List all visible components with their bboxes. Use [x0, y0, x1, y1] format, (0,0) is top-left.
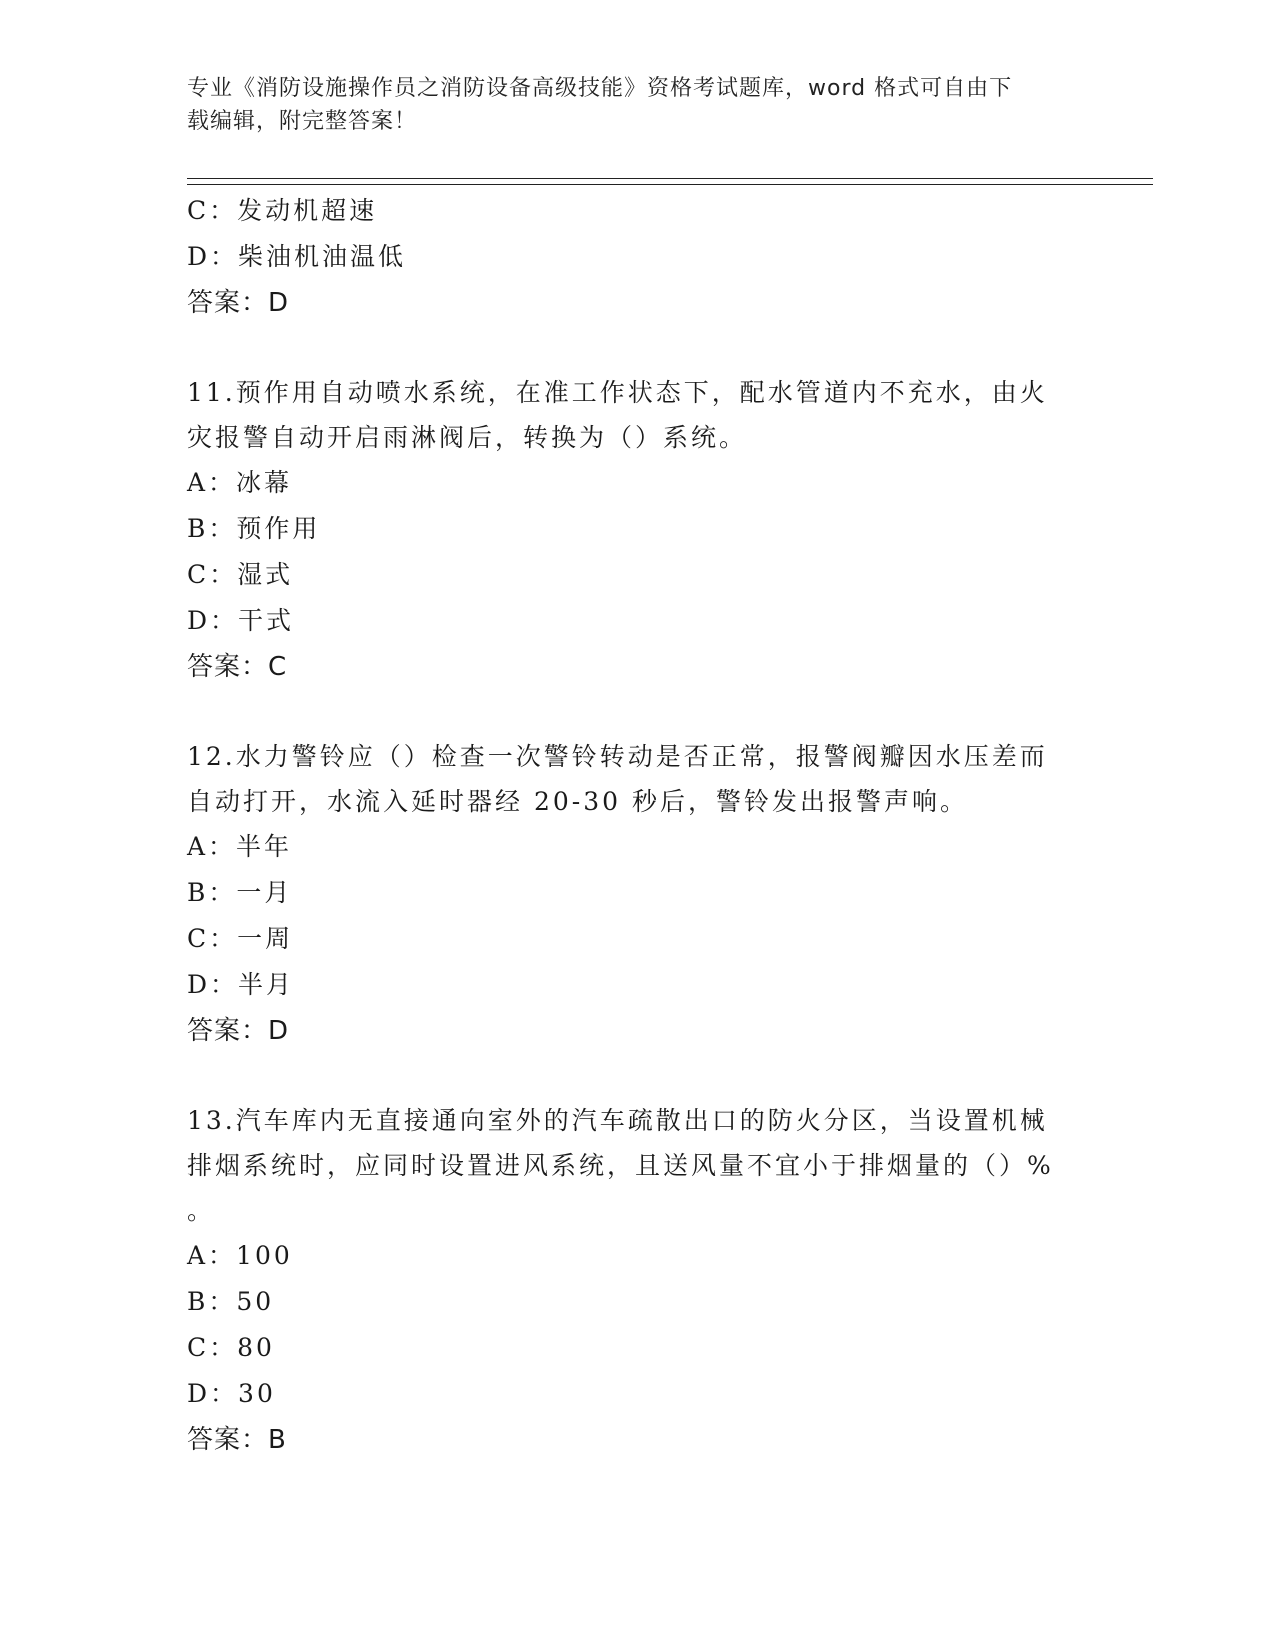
question-stem-line: 灾报警自动开启雨淋阀后，转换为（）系统。 — [187, 423, 748, 452]
question-stem-line: 排烟系统时，应同时设置进风系统，且送风量不宜小于排烟量的（）% — [187, 1151, 1054, 1180]
question-11 — [187, 370, 1147, 690]
option-c: C：发动机超速 — [187, 196, 378, 225]
question-stem-line: 13.汽车库内无直接通向室外的汽车疏散出口的防火分区，当设置机械 — [187, 1106, 1048, 1135]
question-stem-line: 自动打开，水流入延时器经 20-30 秒后，警铃发出报警声响。 — [187, 787, 968, 816]
option-a: A：100 — [187, 1241, 293, 1270]
spacer — [187, 326, 1147, 370]
option-a: A：冰幕 — [187, 468, 293, 497]
option-a: A：半年 — [187, 832, 293, 861]
header-line-2: 载编辑，附完整答案！ — [187, 109, 418, 134]
answer-label: 答案：C — [187, 652, 288, 682]
answer-label: 答案：D — [187, 288, 290, 318]
header-line-1: 专业《消防设施操作员之消防设备高级技能》资格考试题库，word 格式可自由下 — [187, 76, 1013, 101]
question-10 — [187, 188, 1147, 326]
option-b: B：一月 — [187, 878, 293, 907]
header-divider — [187, 178, 1153, 185]
document-header — [187, 72, 1067, 138]
question-stem-line: 11.预作用自动喷水系统，在准工作状态下，配水管道内不充水，由火 — [187, 378, 1048, 407]
question-13 — [187, 1098, 1147, 1463]
question-list — [187, 188, 1147, 1463]
option-d: D：半月 — [187, 970, 295, 999]
option-b: B：预作用 — [187, 514, 321, 543]
answer-label: 答案：B — [187, 1425, 287, 1455]
option-c: C：80 — [187, 1333, 275, 1362]
option-d: D：30 — [187, 1379, 276, 1408]
option-c: C：一周 — [187, 924, 294, 953]
spacer — [187, 690, 1147, 734]
option-b: B：50 — [187, 1287, 275, 1316]
option-d: D：柴油机油温低 — [187, 242, 407, 271]
question-stem-line: 12.水力警铃应（）检查一次警铃转动是否正常，报警阀瓣因水压差而 — [187, 742, 1048, 771]
question-12 — [187, 734, 1147, 1054]
option-d: D：干式 — [187, 606, 295, 635]
question-stem-line: 。 — [187, 1196, 216, 1225]
option-c: C：湿式 — [187, 560, 294, 589]
answer-label: 答案：D — [187, 1016, 290, 1046]
spacer — [187, 1054, 1147, 1098]
